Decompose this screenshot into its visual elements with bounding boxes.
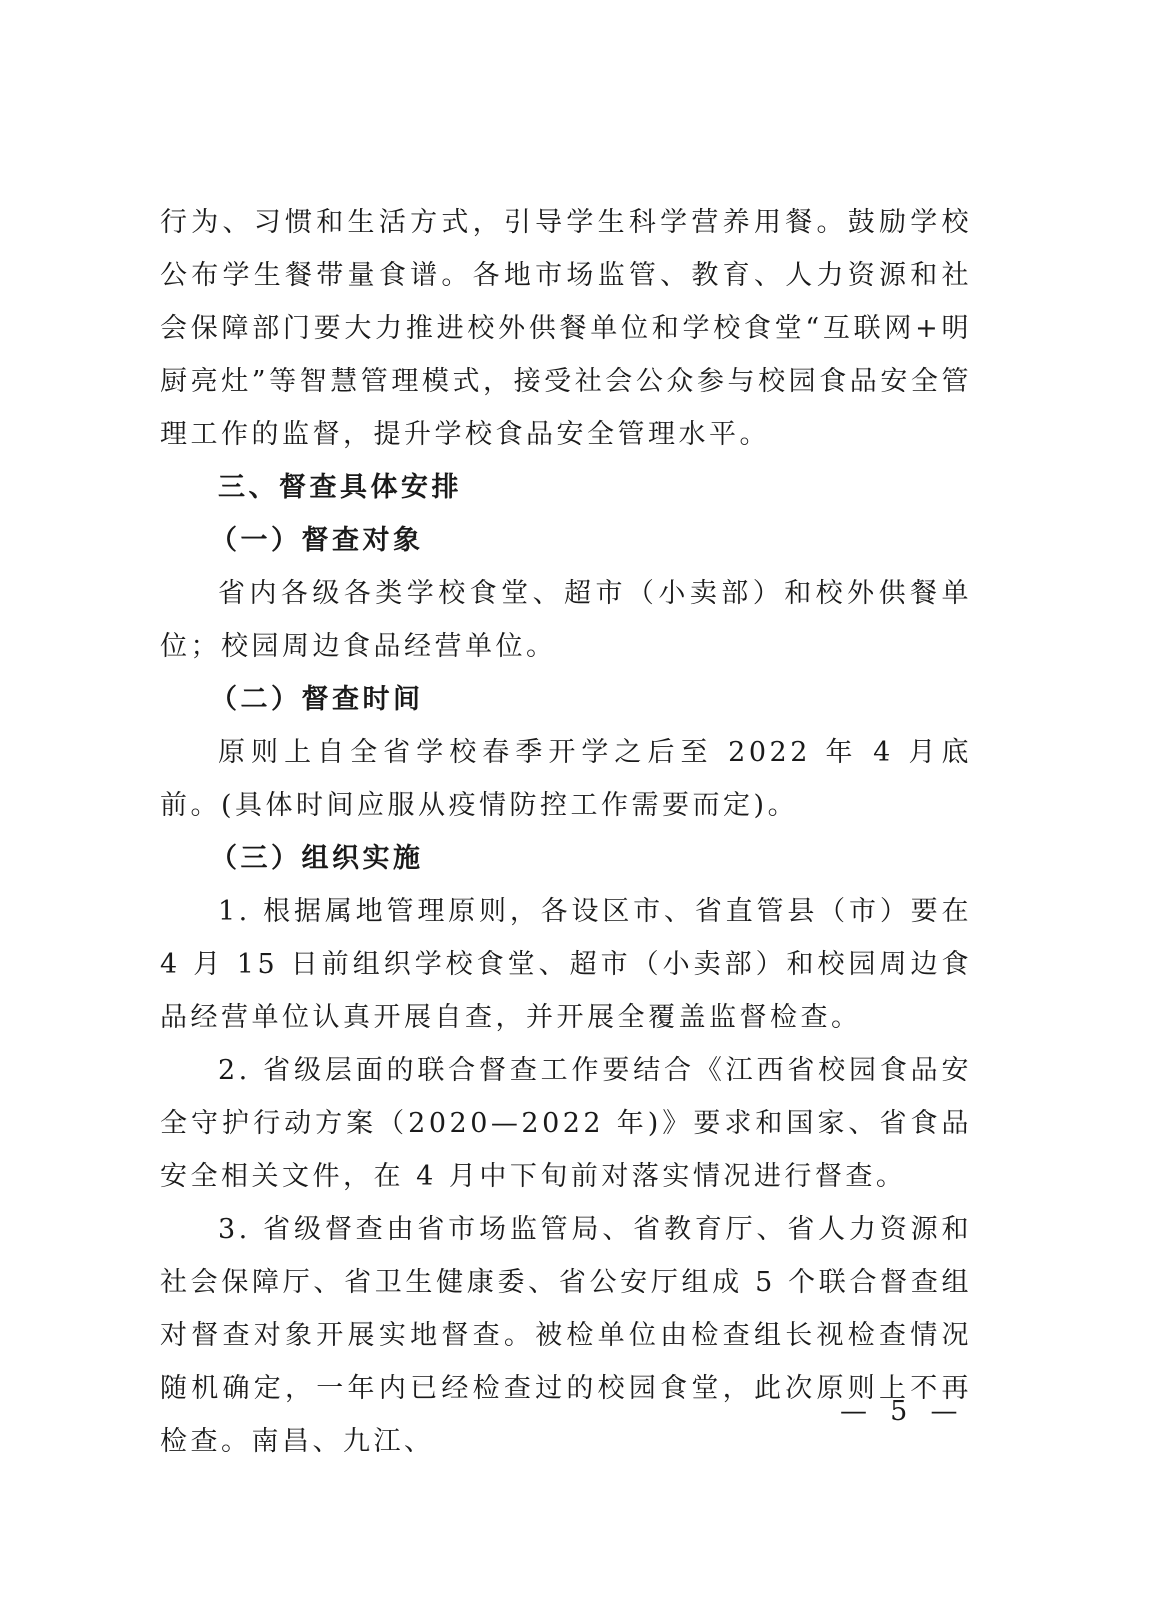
paragraph-item-1: 1. 根据属地管理原则，各设区市、省直管县（市）要在 4 月 15 日前组织学校食堂、超市（小卖部）和校园周边食品经营单位认真开展自查，并开展全覆盖监督检查。 <box>160 896 972 1033</box>
paragraph-item-2: 2. 省级层面的联合督查工作要结合《江西省校园食品安全守护行动方案（2020—2022 年)》要求和国家、省食品安全相关文件，在 4 月中下旬前对落实情况进行督查。 <box>160 1055 972 1192</box>
section-heading-3: 三、督查具体安排 <box>218 472 462 503</box>
subheading-implementation: （三）组织实施 <box>210 843 424 874</box>
paragraph-supervision-targets: 省内各级各类学校食堂、超市（小卖部）和校外供餐单位；校园周边食品经营单位。 <box>160 578 972 662</box>
dash-right: — <box>930 1396 960 1427</box>
dash-left: — <box>840 1396 869 1427</box>
paragraph-item-3: 3. 省级督查由省市场监管局、省教育厅、省人力资源和社会保障厅、省卫生健康委、省公安厅组成 5 个联合督查组对督查对象开展实地督查。被检单位由检查组长视检查情况随机确定，一年内已经检查过的校园食堂，此次原则上不再检查。南昌、九江、 <box>160 1214 972 1457</box>
page-number-footer <box>840 1392 970 1432</box>
paragraph-continued: 行为、习惯和生活方式，引导学生科学营养用餐。鼓励学校公布学生餐带量食谱。各地市场监管、教育、人力资源和社会保障部门要大力推进校外供餐单位和学校食堂“互联网+明厨亮灶”等智慧管理模式，接受社会公众参与校园食品安全管理工作的监督，提升学校食品安全管理水平。 <box>160 207 972 450</box>
subheading-supervision-time: （二）督查时间 <box>210 684 424 715</box>
page-number: 5 <box>890 1396 910 1427</box>
subheading-supervision-targets: （一）督查对象 <box>210 525 424 556</box>
paragraph-supervision-time: 原则上自全省学校春季开学之后至 2022 年 4 月底前。(具体时间应服从疫情防控工作需要而定)。 <box>160 737 972 821</box>
document-body <box>160 196 972 1468</box>
